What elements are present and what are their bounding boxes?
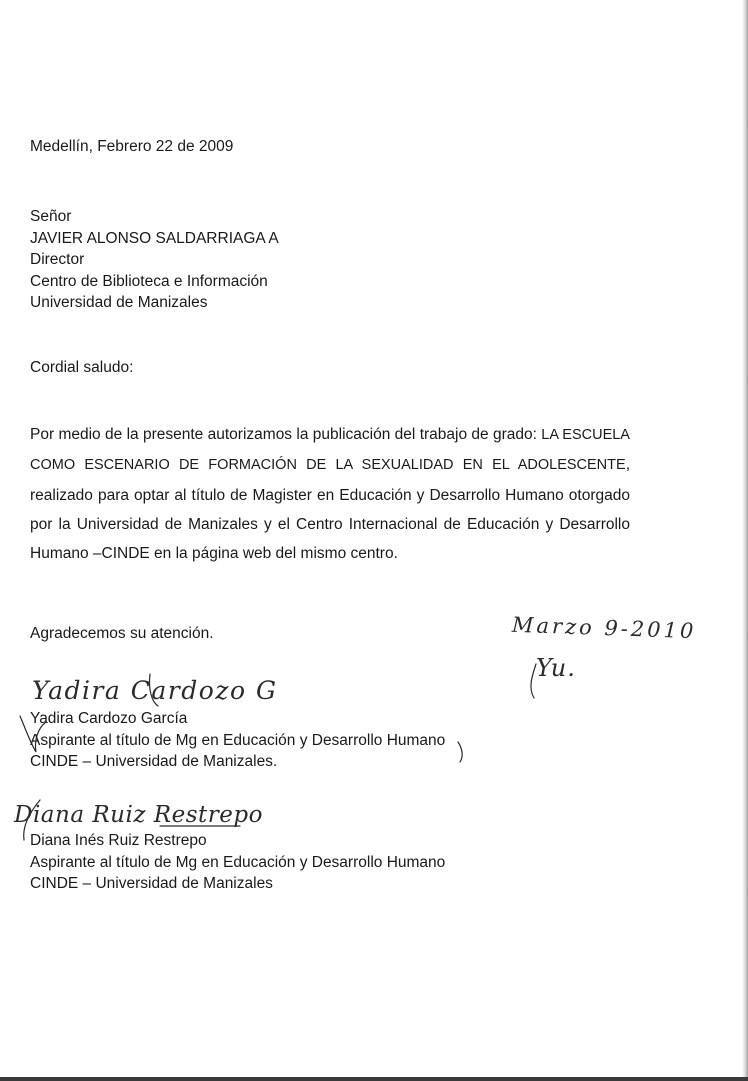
signatory-2-affiliation: CINDE – Universidad de Manizales [30, 875, 273, 892]
addressee-institution: Universidad de Manizales [30, 294, 208, 311]
signatory-1-affiliation: CINDE – Universidad de Manizales. [30, 753, 278, 770]
signatory-1-name: Yadira Cardozo García [30, 710, 188, 727]
signature-1-underline-stroke [20, 716, 46, 752]
signatory-2-role: Aspirante al título de Mg en Educación y Desarrollo Humano [30, 853, 446, 871]
signature-2-handwriting: Diana Ruiz Restrepo [14, 802, 263, 828]
signatory-1-role: Aspirante al título de Mg en Educación y Desarrollo Humano [30, 731, 446, 749]
note-slash-stroke [531, 664, 536, 698]
date-line: Medellín, Febrero 22 de 2009 [30, 138, 234, 155]
greeting: Cordial saludo: [30, 359, 134, 376]
addressee-salutation-title: Señor [30, 208, 72, 225]
signature-1-hook-stroke [458, 742, 462, 762]
closing-line: Agradecemos su atención. [30, 625, 214, 642]
body-intro: Por medio de la presente autorizamos la publicación del trabajo de grado: [30, 426, 542, 443]
scan-bottom-edge [0, 1077, 748, 1081]
thesis-title: LA ESCUELA COMO ESCENARIO DE FORMACIÓN DE LA SEXUALIDAD EN EL ADOLESCENTE [30, 427, 630, 474]
signatory-2-name: Diana Inés Ruiz Restrepo [30, 832, 207, 849]
addressee-position: Director [30, 251, 85, 268]
signature-1-handwriting: Yadira Cardozo G [32, 676, 278, 705]
scan-right-edge [742, 0, 748, 1081]
signature-1-tail-stroke [149, 674, 158, 706]
addressee-department: Centro de Biblioteca e Información [30, 272, 268, 290]
body-rest: , realizado para optar al título de Magister en Educación y Desarrollo Humano otorgado por la Universidad de Manizales y el Centro Internacional de Educación y Desarrollo Humano –CINDE en la página web del mismo centro. [30, 456, 630, 563]
addressee-name: JAVIER ALONSO SALDARRIAGA A [30, 229, 279, 247]
handwritten-note-date: Marzo 9-2010 [511, 612, 697, 644]
signature-2-flourish-stroke [24, 800, 40, 840]
handwritten-note-initials: Yu. [536, 654, 576, 682]
